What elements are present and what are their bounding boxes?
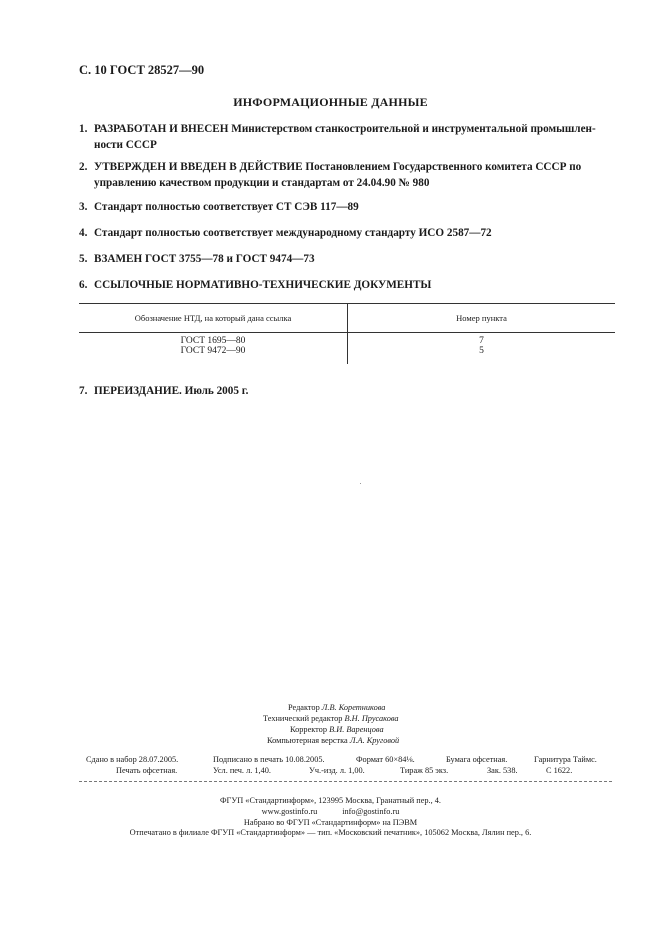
pub-paper: Бумага офсетная.: [446, 755, 508, 764]
item-number: 3.: [79, 201, 88, 213]
item-lead: УТВЕРЖДЕН И ВВЕДЕН В ДЕЙСТВИЕ: [94, 161, 303, 173]
publisher-contacts: [0, 807, 661, 816]
column-header-clause: Номер пункта: [348, 304, 616, 333]
item-number: 5.: [79, 253, 88, 265]
pub-code: С 1622.: [546, 766, 573, 775]
credit-label: Компьютерная верстка: [267, 736, 348, 745]
pub-order: Зак. 538.: [487, 766, 518, 775]
item-text: Постановлением Государственного комитета СССР по: [302, 161, 582, 173]
clause-number: 5: [479, 346, 484, 356]
item-number: 1.: [79, 123, 88, 135]
info-item-6: [79, 278, 624, 294]
pub-print-run: Тираж 85 экз.: [400, 766, 449, 775]
section-title: ИНФОРМАЦИОННЫЕ ДАННЫЕ: [233, 95, 428, 109]
item-text: Министерством станкостроительной и инструментальной промышлен-: [228, 123, 596, 135]
page-header: С. 10 ГОСТ 28527—90: [79, 63, 205, 77]
publisher-address: ФГУП «Стандартинформ», 123995 Москва, Гранатный пер., 4.: [220, 796, 441, 805]
publisher-website[interactable]: www.gostinfo.ru: [261, 807, 318, 816]
credit-name: В.Н. Прусакова: [344, 714, 399, 723]
printing-note: Отпечатано в филиале ФГУП «Стандартинформ» — тип. «Московский печатник», 105062 Москва, Лялин пер., 6.: [129, 828, 532, 837]
item-lead: РАЗРАБОТАН И ВНЕСЕН: [94, 123, 229, 135]
item-text: ВЗАМЕН ГОСТ 3755—78 и ГОСТ 9474—73: [94, 253, 315, 265]
scan-speck: [360, 483, 361, 484]
credit-editor: [288, 703, 385, 712]
credit-layout: [267, 736, 399, 745]
item-text: Стандарт полностью соответствует СТ СЭВ 117—89: [94, 201, 359, 213]
item-text: Стандарт полностью соответствует международному стандарту ИСО 2587—72: [94, 227, 492, 239]
info-item-2: [79, 160, 624, 191]
table-header-row: [79, 304, 615, 333]
table-row: [79, 333, 615, 365]
item-number: 4.: [79, 227, 88, 239]
footer-divider: [79, 781, 612, 782]
publisher-email[interactable]: info@gostinfo.ru: [342, 807, 400, 816]
credit-name: В.И. Варенцова: [329, 725, 384, 734]
pub-print-sheets: Усл. печ. л. 1,40.: [213, 766, 271, 775]
pub-signed-date: Подписано в печать 10.08.2005.: [213, 755, 325, 764]
info-item-1: [79, 122, 624, 153]
item-text: ПЕРЕИЗДАНИЕ. Июль 2005 г.: [94, 385, 249, 397]
pub-typeset-date: Сдано в набор 28.07.2005.: [86, 755, 179, 764]
pub-format: Формат 60×84⅛.: [356, 755, 415, 764]
document-ref: ГОСТ 9472—90: [180, 346, 246, 356]
credit-tech-editor: [263, 714, 399, 723]
item-number: 7.: [79, 385, 88, 397]
info-item-4: [79, 226, 624, 242]
credit-name: Л.В. Коретникова: [321, 703, 386, 712]
credit-corrector: [290, 725, 384, 734]
item-number: 6.: [79, 279, 88, 291]
table-cell-documents: [79, 333, 348, 365]
typeset-note: Набрано во ФГУП «Стандартинформ» на ПЭВМ: [243, 818, 418, 827]
item-text-continued: управлению качеством продукции и стандартам от 24.04.90 № 980: [94, 176, 430, 189]
reference-table: [79, 303, 615, 364]
credit-label: Технический редактор: [263, 714, 343, 723]
item-text: ССЫЛОЧНЫЕ НОРМАТИВНО-ТЕХНИЧЕСКИЕ ДОКУМЕНТЫ: [94, 279, 432, 291]
credit-label: Редактор: [288, 703, 320, 712]
pub-pub-sheets: Уч.-изд. л. 1,00.: [309, 766, 365, 775]
item-number: 2.: [79, 161, 88, 173]
column-header-document: Обозначение НТД, на который дана ссылка: [79, 304, 348, 333]
info-item-5: [79, 252, 624, 268]
info-item-3: [79, 200, 624, 216]
credit-name: Л.А. Круговой: [349, 736, 400, 745]
pub-print-type: Печать офсетная.: [116, 766, 178, 775]
credit-label: Корректор: [290, 725, 327, 734]
clause-number: 7: [479, 336, 484, 346]
document-ref: ГОСТ 1695—80: [180, 336, 246, 346]
pub-typeface: Гарнитура Таймс.: [534, 755, 597, 764]
info-item-7: [79, 384, 624, 400]
item-text-continued: ности СССР: [94, 138, 157, 151]
table-cell-clauses: [348, 333, 616, 365]
